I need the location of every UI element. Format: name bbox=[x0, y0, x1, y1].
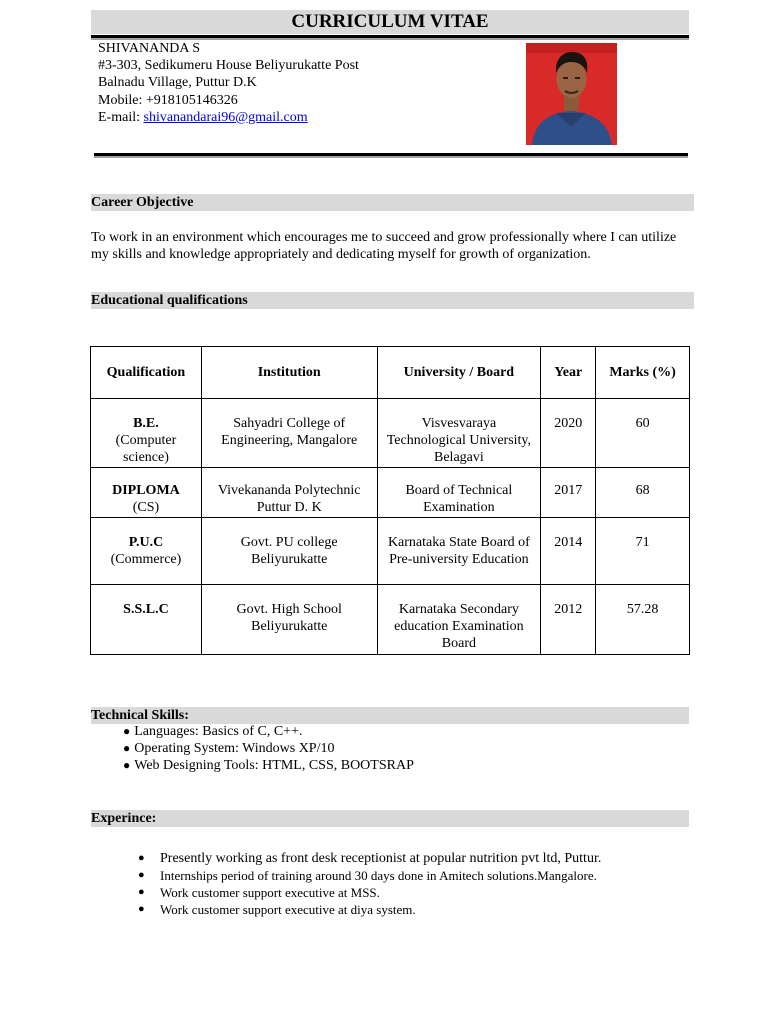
year-cell: 2012 bbox=[541, 585, 596, 655]
email-label: E-mail: bbox=[98, 109, 144, 125]
list-item: ● Internships period of training around 30 days done in Amitech solutions.Mangalore. bbox=[138, 867, 601, 884]
qualification-name: DIPLOMA bbox=[112, 483, 180, 498]
header-top-rule bbox=[91, 35, 689, 38]
skills-list bbox=[123, 723, 414, 774]
qualification-name: B.E. bbox=[133, 416, 159, 431]
qualification-name: S.S.L.C bbox=[123, 602, 169, 617]
career-objective-text: To work in an environment which encourages me to succeed and grow professionally where I can utilize my skills and knowledge appropriately and dedicating myself for growth of organization. bbox=[91, 230, 677, 262]
list-item: ● Operating System: Windows XP/10 bbox=[123, 740, 414, 757]
header-bottom-rule bbox=[94, 153, 688, 156]
institution-cell: Govt. High School Beliyurukatte bbox=[201, 585, 377, 655]
table-row bbox=[91, 585, 690, 655]
year-cell: 2014 bbox=[541, 518, 596, 585]
qualification-cell bbox=[91, 468, 202, 518]
list-item: ● Languages: Basics of C, C++. bbox=[123, 723, 414, 740]
email-link[interactable]: shivanandarai96@gmail.com bbox=[143, 109, 308, 125]
board-cell: Karnataka Secondary education Examination Board bbox=[377, 585, 541, 655]
column-header: University / Board bbox=[377, 347, 541, 399]
qualification-stream: (Computer science) bbox=[115, 433, 177, 465]
experience-list bbox=[138, 850, 601, 918]
career-objective-heading: Career Objective bbox=[91, 194, 694, 211]
column-header: Year bbox=[541, 347, 596, 399]
list-item: ● Work customer support executive at diya system. bbox=[138, 901, 601, 918]
profile-photo bbox=[526, 43, 617, 145]
experience-heading: Experince: bbox=[91, 810, 689, 827]
year-cell: 2017 bbox=[541, 468, 596, 518]
institution-cell: Vivekananda Polytechnic Puttur D. K bbox=[201, 468, 377, 518]
marks-cell: 68 bbox=[596, 468, 690, 518]
qualification-cell bbox=[91, 585, 202, 655]
list-item: ● Presently working as front desk receptionist at popular nutrition pvt ltd, Puttur. bbox=[138, 850, 601, 867]
qualification-cell bbox=[91, 399, 202, 468]
education-table bbox=[90, 346, 690, 655]
board-cell: Visvesvaraya Technological University, Belagavi bbox=[377, 399, 541, 468]
column-header: Marks (%) bbox=[596, 347, 690, 399]
email-row bbox=[98, 109, 359, 126]
table-row bbox=[91, 399, 690, 468]
year-cell: 2020 bbox=[541, 399, 596, 468]
table-row bbox=[91, 468, 690, 518]
qualification-name: P.U.C bbox=[128, 535, 164, 550]
address-line-1: #3-303, Sedikumeru House Beliyurukatte Post bbox=[98, 58, 359, 74]
qualification-stream: (CS) bbox=[132, 500, 160, 515]
table-row bbox=[91, 518, 690, 585]
institution-cell: Sahyadri College of Engineering, Mangalore bbox=[201, 399, 377, 468]
column-header: Institution bbox=[201, 347, 377, 399]
qualification-cell bbox=[91, 518, 202, 585]
board-cell: Board of Technical Examination bbox=[377, 468, 541, 518]
marks-cell: 71 bbox=[596, 518, 690, 585]
column-header: Qualification bbox=[91, 347, 202, 399]
list-item: ● Work customer support executive at MSS. bbox=[138, 884, 601, 901]
institution-cell: Govt. PU college Beliyurukatte bbox=[201, 518, 377, 585]
candidate-name: SHIVANANDA S bbox=[98, 41, 201, 56]
table-header-row bbox=[91, 347, 690, 399]
contact-block bbox=[98, 40, 359, 126]
qualification-stream: (Commerce) bbox=[110, 552, 182, 567]
education-heading: Educational qualifications bbox=[91, 292, 694, 309]
board-cell: Karnataka State Board of Pre-university Education bbox=[377, 518, 541, 585]
document-title: CURRICULUM VITAE bbox=[91, 10, 689, 34]
marks-cell: 60 bbox=[596, 399, 690, 468]
marks-cell: 57.28 bbox=[596, 585, 690, 655]
mobile-number: Mobile: +918105146326 bbox=[98, 92, 238, 108]
address-line-2: Balnadu Village, Puttur D.K bbox=[98, 75, 257, 91]
technical-skills-heading: Technical Skills: bbox=[91, 707, 689, 724]
list-item: ● Web Designing Tools: HTML, CSS, BOOTSRAP bbox=[123, 757, 414, 774]
